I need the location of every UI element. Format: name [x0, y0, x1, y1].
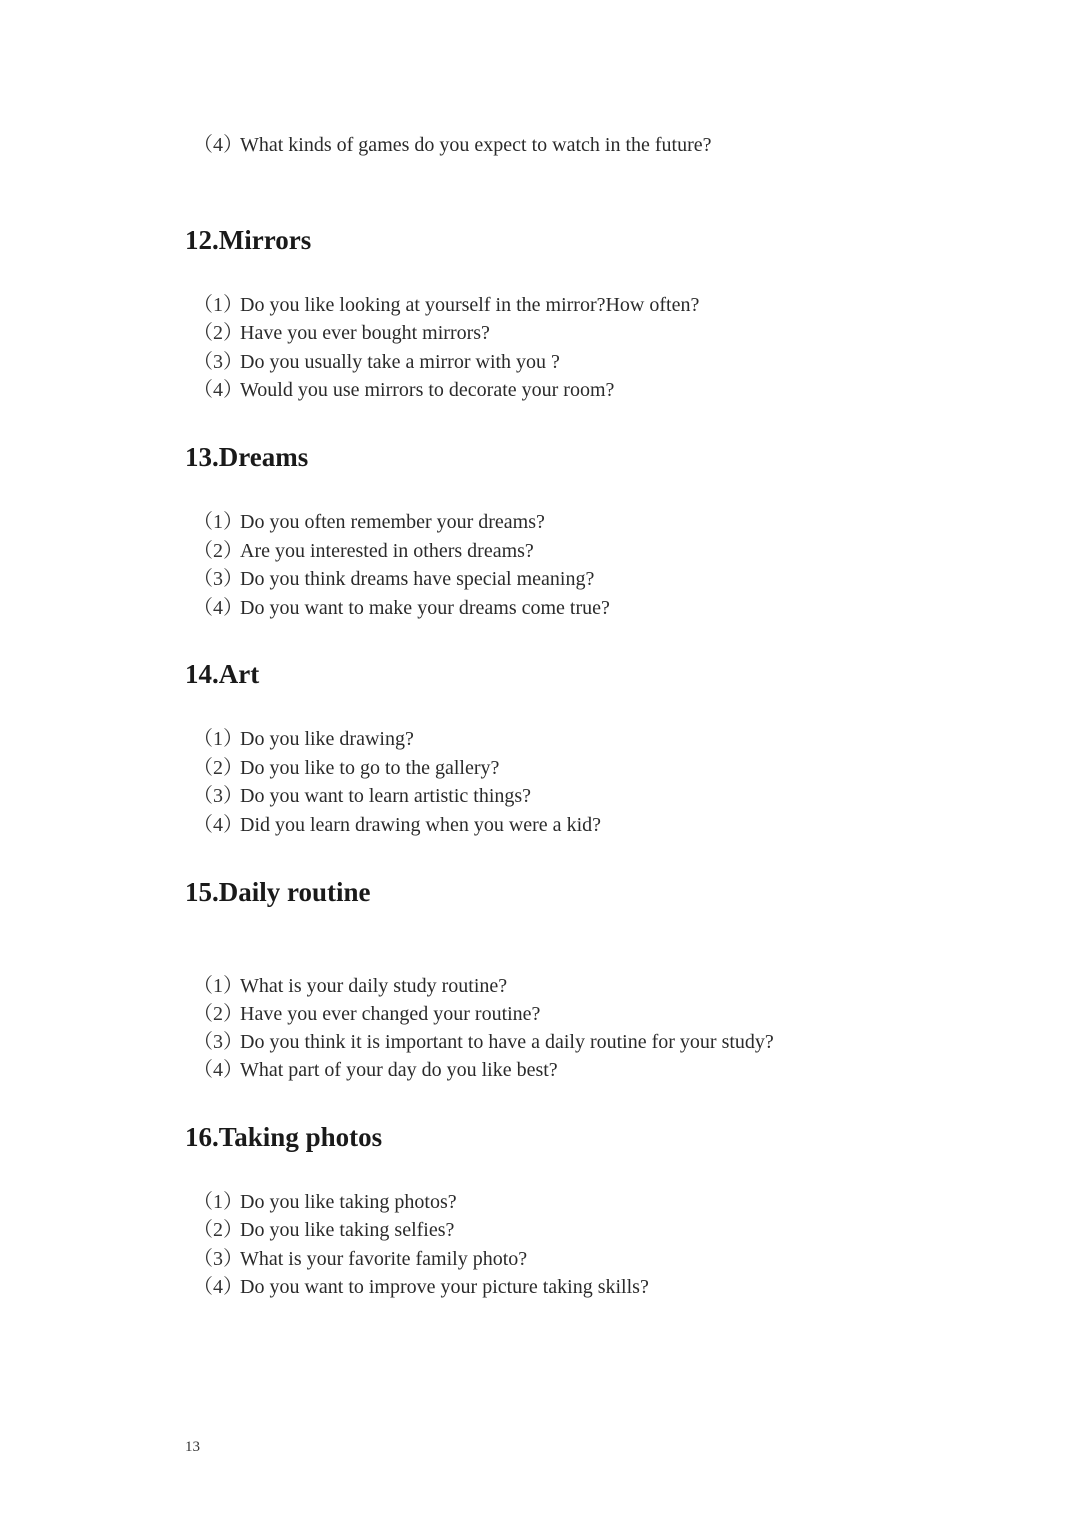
question-text: What kinds of games do you expect to watch in the future? — [240, 134, 712, 156]
question-number: （2） — [193, 1219, 243, 1241]
question-number: （1） — [193, 511, 243, 533]
question-text: Have you ever bought mirrors? — [240, 322, 490, 344]
question-number: （3） — [193, 785, 243, 807]
question-text: Do you usually take a mirror with you ? — [240, 351, 560, 373]
section-heading-dreams: 13.Dreams — [185, 442, 309, 472]
question-item — [193, 1058, 558, 1082]
question-text: Do you think dreams have special meaning? — [240, 568, 595, 590]
question-item — [193, 378, 614, 402]
section-heading-taking-photos: 16.Taking photos — [185, 1122, 383, 1152]
question-item — [193, 1247, 527, 1271]
question-number: （3） — [193, 1248, 243, 1270]
question-number: （1） — [193, 728, 243, 750]
question-item — [193, 813, 601, 837]
question-item — [193, 350, 560, 374]
question-text: Do you like looking at yourself in the mirror?How often? — [240, 294, 700, 316]
question-number: （1） — [193, 294, 243, 316]
question-text: Do you often remember your dreams? — [240, 511, 545, 533]
question-item — [193, 1275, 649, 1299]
question-item — [193, 321, 490, 345]
question-item — [193, 1218, 454, 1242]
question-number: （4） — [193, 1059, 243, 1081]
question-text: Are you interested in others dreams? — [240, 540, 534, 562]
question-number: （2） — [193, 1003, 243, 1025]
question-text: Do you like to go to the gallery? — [240, 757, 500, 779]
question-text: Do you want to learn artistic things? — [240, 785, 532, 807]
question-text: Have you ever changed your routine? — [240, 1003, 541, 1025]
question-number: （2） — [193, 322, 243, 344]
question-text: Do you want to make your dreams come true? — [240, 597, 610, 619]
section-heading-mirrors: 12.Mirrors — [185, 225, 312, 255]
question-number: （3） — [193, 568, 243, 590]
question-item — [193, 974, 507, 998]
question-item — [193, 1002, 540, 1026]
page-number: 13 — [185, 1439, 200, 1455]
question-text: Do you want to improve your picture taking skills? — [240, 1276, 649, 1298]
question-item — [193, 1030, 774, 1054]
question-text: Do you like taking selfies? — [240, 1219, 455, 1241]
question-number: （1） — [193, 1191, 243, 1213]
question-item — [193, 293, 699, 317]
question-item — [193, 756, 499, 780]
question-item — [193, 1190, 457, 1214]
question-item — [193, 133, 712, 157]
question-text: What is your daily study routine? — [240, 975, 508, 997]
question-number: （2） — [193, 540, 243, 562]
question-item — [193, 567, 594, 591]
question-number: （1） — [193, 975, 243, 997]
question-number: （4） — [193, 379, 243, 401]
question-item — [193, 784, 531, 808]
question-number: （4） — [193, 134, 243, 156]
section-heading-daily-routine: 15.Daily routine — [185, 877, 371, 907]
question-item — [193, 727, 414, 751]
question-text: Do you think it is important to have a daily routine for your study? — [240, 1031, 774, 1053]
question-text: What is your favorite family photo? — [240, 1248, 528, 1270]
question-text: Did you learn drawing when you were a kid? — [240, 814, 601, 836]
question-number: （4） — [193, 814, 243, 836]
question-number: （2） — [193, 757, 243, 779]
question-item — [193, 510, 545, 534]
question-item — [193, 539, 534, 563]
question-number: （4） — [193, 1276, 243, 1298]
question-item — [193, 596, 610, 620]
section-heading-art: 14.Art — [185, 659, 260, 689]
question-text: What part of your day do you like best? — [240, 1059, 558, 1081]
question-text: Do you like drawing? — [240, 728, 414, 750]
question-number: （3） — [193, 1031, 243, 1053]
question-number: （4） — [193, 597, 243, 619]
question-number: （3） — [193, 351, 243, 373]
question-text: Would you use mirrors to decorate your room? — [240, 379, 615, 401]
question-text: Do you like taking photos? — [240, 1191, 457, 1213]
